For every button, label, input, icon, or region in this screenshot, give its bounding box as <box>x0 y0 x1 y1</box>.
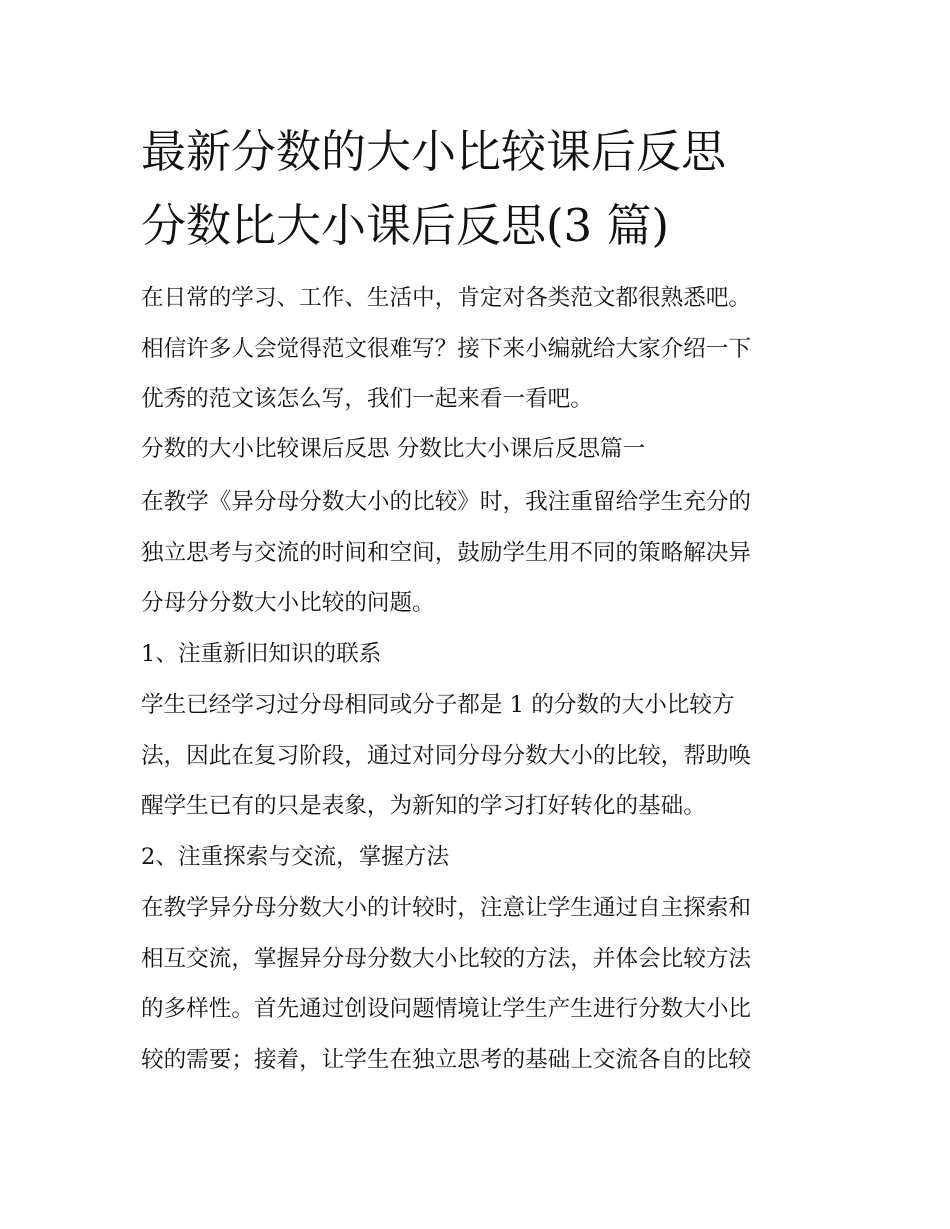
para2-line-3: 醒学生已有的只是表象，为新知的学习打好转化的基础。 <box>141 793 706 819</box>
paragraph-2 <box>141 680 821 832</box>
paragraph-1 <box>141 477 821 629</box>
para2-line-1: 学生已经学习过分母相同或分子都是 1 的分数的大小比较方 <box>141 692 735 718</box>
intro-paragraph <box>141 273 821 425</box>
para3-line-4: 较的需要；接着，让学生在独立思考的基础上交流各自的比较 <box>141 1046 752 1073</box>
point-2-heading-text: 2、注重探索与交流，掌握方法 <box>141 844 450 870</box>
intro-line-2: 相信许多人会觉得范文很难写？接下来小编就给大家介绍一下 <box>141 335 752 362</box>
point-2-heading <box>141 832 821 883</box>
para1-line-1: 在教学《异分母分数大小的比较》时，我注重留给学生充分的 <box>141 489 752 515</box>
intro-line-3: 优秀的范文该怎么写，我们一起来看一看吧。 <box>141 386 593 412</box>
para3-line-3: 的多样性。首先通过创设问题情境让学生产生进行分数大小比 <box>141 996 752 1022</box>
para2-line-2: 法，因此在复习阶段，通过对同分母分数大小的比较，帮助唤 <box>141 742 752 769</box>
para1-line-2: 独立思考与交流的时间和空间，鼓励学生用不同的策略解决异 <box>141 539 752 566</box>
section-heading-text: 分数的大小比较课后反思 分数比大小课后反思篇一 <box>141 436 646 462</box>
title-line-2: 分数比大小课后反思(3 篇) <box>141 199 670 252</box>
intro-line-1: 在日常的学习、工作、生活中，肯定对各类范文都很熟悉吧。 <box>141 285 752 311</box>
para1-line-3: 分母分分数大小比较的问题。 <box>141 590 435 616</box>
paragraph-3 <box>141 883 821 1085</box>
para3-line-1: 在教学异分母分数大小的计较时，注意让学生通过自主探索和 <box>141 895 752 921</box>
title-line-1: 最新分数的大小比较课后反思 <box>141 125 727 178</box>
para3-line-2: 相互交流，掌握异分母分数大小比较的方法，并体会比较方法 <box>141 945 752 972</box>
point-1-heading-text: 1、注重新旧知识的联系 <box>141 641 382 667</box>
document-title <box>141 115 821 263</box>
section-heading <box>141 424 821 475</box>
point-1-heading <box>141 629 821 680</box>
